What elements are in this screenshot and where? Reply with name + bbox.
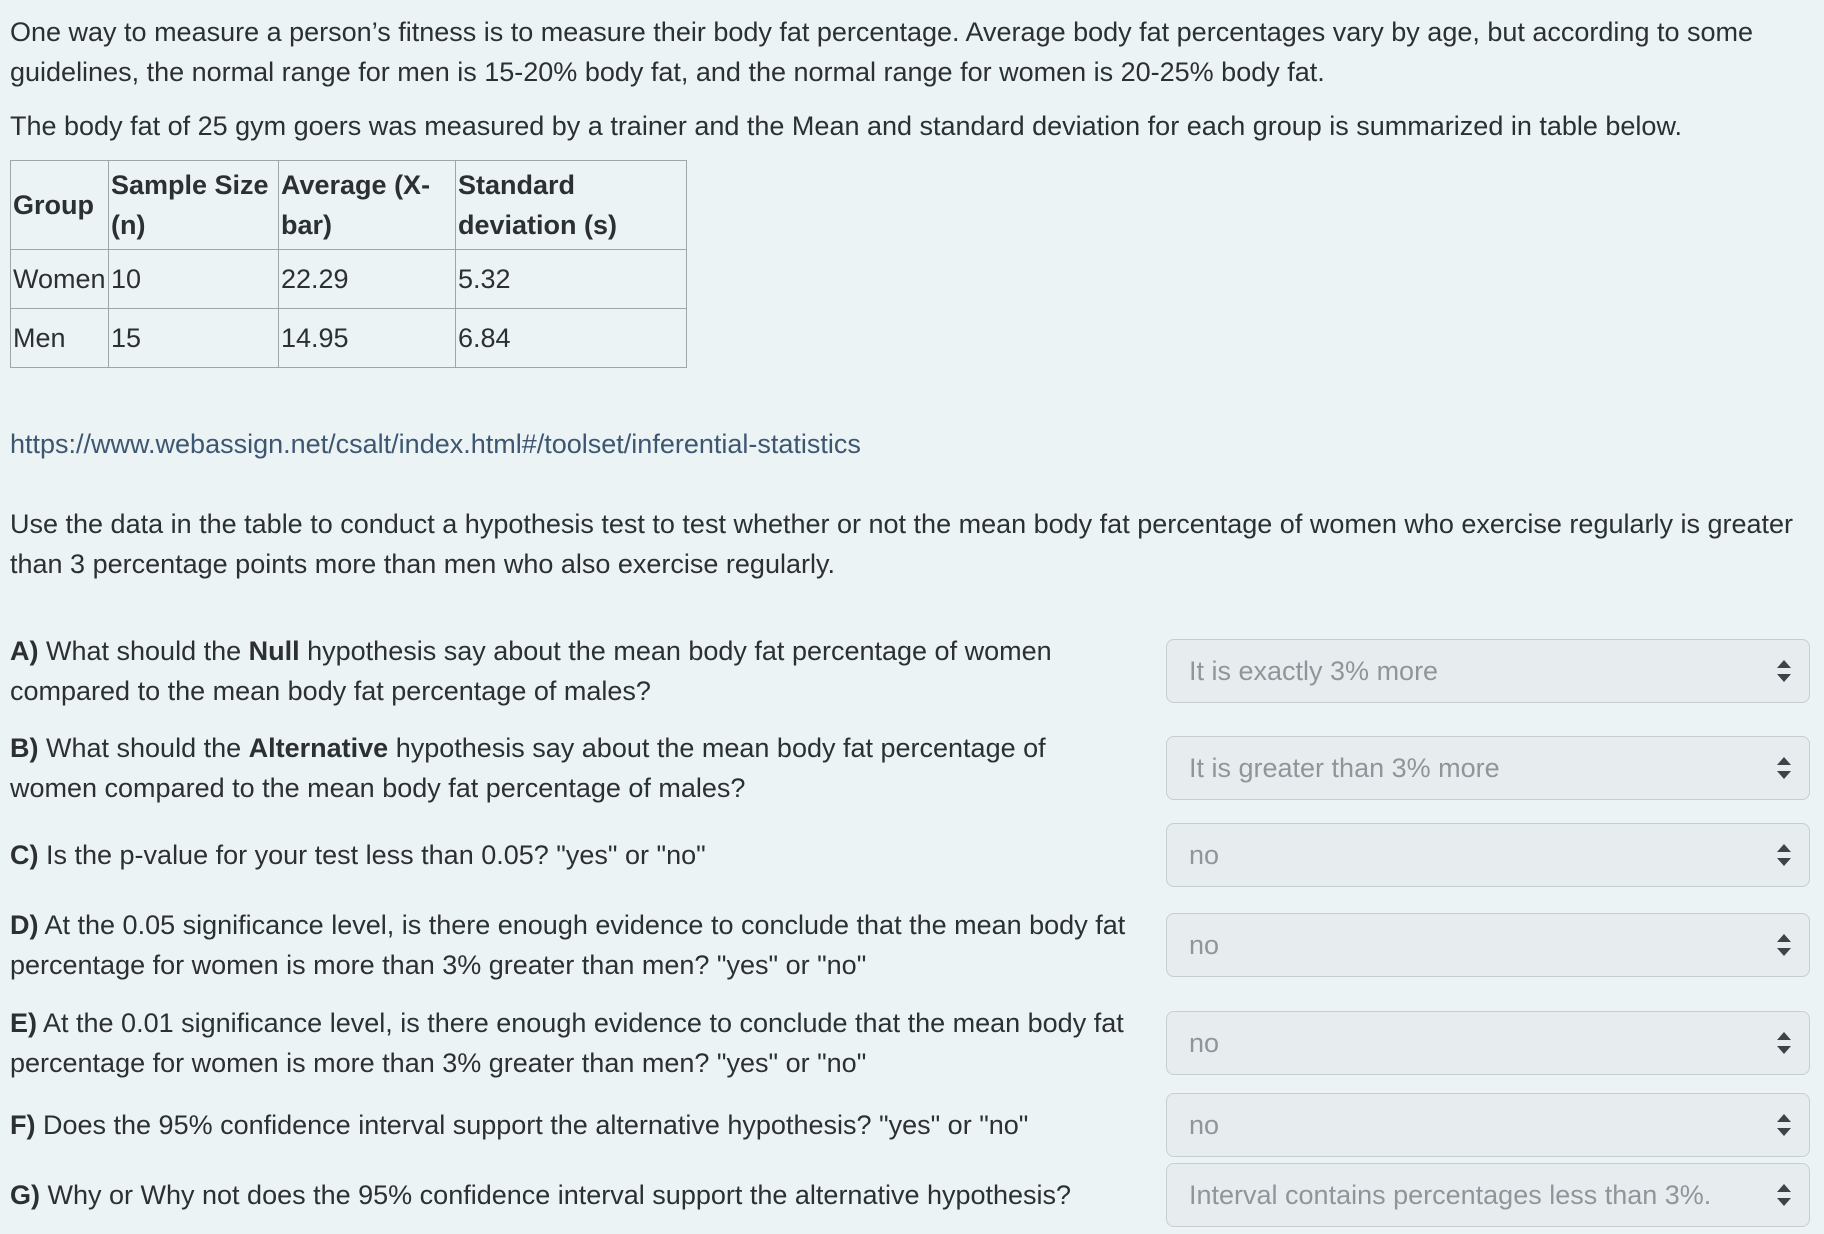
table-header-row [11,161,687,250]
question-e [10,998,1810,1088]
cell-group: Women [11,250,109,309]
question-e-text [10,1003,1130,1083]
selected-value: It is exactly 3% more [1189,655,1439,686]
question-d-text [10,905,1130,985]
table-row [11,250,687,309]
question-text-part: Is the p-value for your test less than 0.05? "yes" or "no" [38,840,706,870]
question-d [10,900,1810,990]
cell-group: Men [11,309,109,368]
question-text-part: At the 0.01 significance level, is there enough evidence to conclude that the mean body fat percentage for women is more than 3% greater than men? "yes" or "no" [10,1008,1124,1078]
cell-sample-size: 15 [109,309,279,368]
question-label: A) [10,636,39,666]
header-group: Group [11,161,109,250]
cell-average: 22.29 [279,250,456,309]
answer-select-f[interactable] [1166,1093,1810,1157]
cell-std-dev: 6.84 [456,309,687,368]
toolset-link[interactable]: https://www.webassign.net/csalt/index.html#/toolset/inferential-statistics [10,429,861,459]
question-c [10,824,1810,886]
selected-value: Interval contains percentages less than 3%. [1189,1179,1712,1210]
up-down-arrows-icon [1777,1114,1791,1136]
question-text-part: At the 0.05 significance level, is there enough evidence to conclude that the mean body fat percentage for women is more than 3% greater than men? "yes" or "no" [10,910,1126,980]
header-std-dev: Standard deviation (s) [456,161,687,250]
selected-value: It is greater than 3% more [1189,752,1500,783]
answer-select-e[interactable] [1166,1011,1810,1075]
up-down-arrows-icon [1777,934,1791,956]
up-down-arrows-icon [1777,1032,1791,1054]
answer-select-g[interactable] [1166,1163,1810,1227]
question-label: D) [10,910,39,940]
answer-select-a[interactable] [1166,639,1810,703]
question-label: G) [10,1180,40,1210]
answer-select-c[interactable] [1166,823,1810,887]
summary-table [10,160,687,368]
up-down-arrows-icon [1777,660,1791,682]
header-sample-size: Sample Size (n) [109,161,279,250]
answer-select-b[interactable] [1166,736,1810,800]
question-f-text [10,1105,1130,1145]
question-emphasis: Alternative [248,733,389,763]
questions-list [10,630,1810,1230]
table-row [11,309,687,368]
selected-value: no [1189,839,1220,870]
question-label: B) [10,733,39,763]
question-g [10,1160,1810,1230]
intro-paragraph-2: The body fat of 25 gym goers was measured by a trainer and the Mean and standard deviation for each group is summarized in table below. [10,111,1682,141]
up-down-arrows-icon [1777,844,1791,866]
cell-std-dev: 5.32 [456,250,687,309]
question-c-text [10,835,1130,875]
question-a [10,630,1810,712]
question-emphasis: Null [248,636,300,666]
question-label: E) [10,1008,37,1038]
up-down-arrows-icon [1777,1184,1791,1206]
answer-select-d[interactable] [1166,913,1810,977]
question-a-text [10,631,1130,711]
question-page [10,12,1810,1230]
selected-value: no [1189,929,1220,960]
cell-average: 14.95 [279,309,456,368]
intro-paragraph-1: One way to measure a person’s fitness is to measure their body fat percentage. Average body fat percentages vary by age, but according to some guidelines, the normal range for men is 15-20% body fat, and the normal range for women is 20-25% body fat. [10,17,1754,87]
header-average: Average (X-bar) [279,161,456,250]
up-down-arrows-icon [1777,757,1791,779]
question-text-part: What should the [38,636,249,666]
selected-value: no [1189,1109,1220,1140]
question-label: C) [10,840,39,870]
cell-sample-size: 10 [109,250,279,309]
question-text-part: Why or Why not does the 95% confidence interval support the alternative hypothesis? [40,1180,1072,1210]
question-b-text [10,728,1130,808]
question-b [10,718,1810,818]
selected-value: no [1189,1027,1220,1058]
question-text-part: Does the 95% confidence interval support the alternative hypothesis? "yes" or "no" [35,1110,1029,1140]
question-f [10,1094,1810,1156]
instruction-text: Use the data in the table to conduct a hypothesis test to test whether or not the mean body fat percentage of women who exercise regularly is greater than 3 percentage points more than men who also exercise regularly. [10,509,1794,579]
question-g-text [10,1175,1130,1215]
question-text-part: What should the [38,733,249,763]
question-label: F) [10,1110,36,1140]
question-text-part: hypothesis say about the mean body fat percentage of women compared to the mean body fat percentage of males? [10,636,1052,706]
question-text-part: hypothesis say about the mean body fat percentage of women compared to the mean body fat percentage of males? [10,733,1046,803]
